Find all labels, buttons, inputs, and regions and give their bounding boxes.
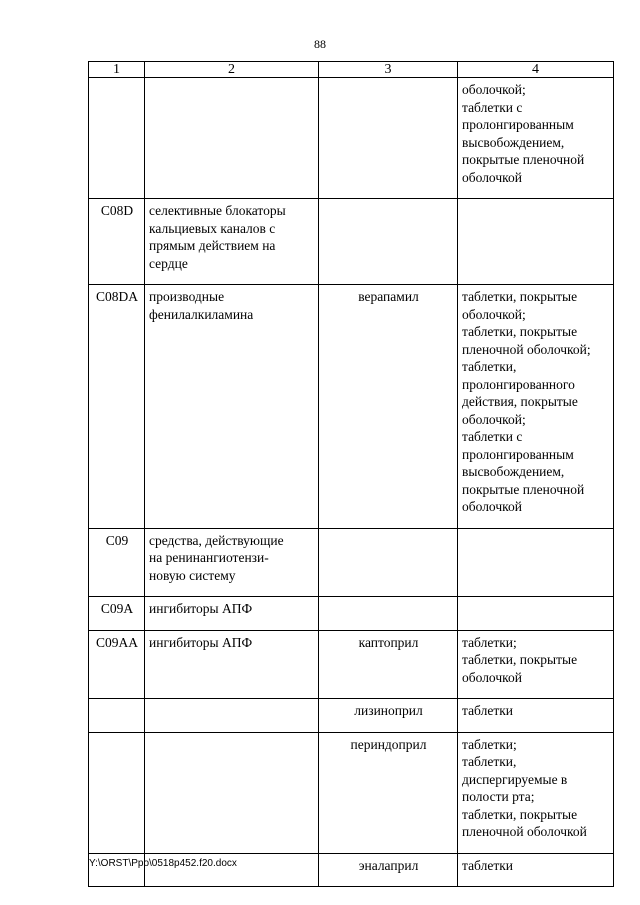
group-name-line: новую систему [149, 567, 236, 583]
group-name-line: ингибиторы АПФ [149, 601, 253, 616]
table-row [89, 597, 614, 631]
table-row [89, 78, 614, 199]
dosage-forms-cell [458, 285, 614, 529]
column-header-2: 2 [145, 62, 319, 78]
drug-name-cell [319, 78, 458, 199]
dosage-forms-cell [458, 78, 614, 199]
atc-code-cell [89, 528, 145, 597]
dosage-form-line: таблетки, покрытые [462, 806, 578, 822]
group-name-line: производные [149, 289, 225, 304]
drug-name-cell [319, 528, 458, 597]
table-row [89, 528, 614, 597]
column-header-4: 4 [458, 62, 614, 78]
drug-name: верапамил [358, 289, 419, 304]
dosage-form-line: таблетки [462, 857, 514, 873]
dosage-forms-cell [458, 528, 614, 597]
dosage-form-line: оболочкой; [462, 82, 526, 97]
dosage-forms-cell [458, 732, 614, 853]
atc-code-cell [89, 597, 145, 631]
dosage-form-line: пролонгированного [462, 376, 575, 392]
dosage-form-line: пролонгированным [462, 117, 574, 132]
dosage-form-line: диспергируемые в [462, 771, 568, 787]
drug-name: лизиноприл [354, 703, 423, 718]
document-file-path: Y:\ORST\Ppo\0518p452.f20.docx [89, 858, 237, 869]
column-header-1: 1 [89, 62, 145, 78]
group-name-line: фенилалкиламина [149, 306, 254, 322]
dosage-form-line: таблетки, [462, 754, 517, 769]
dosage-form-line: оболочкой; [462, 411, 526, 427]
dosage-form-line: таблетки с [462, 429, 523, 444]
drug-name-cell [319, 699, 458, 733]
drug-table [88, 61, 614, 887]
drug-name-cell [319, 630, 458, 699]
group-name-cell [145, 597, 319, 631]
dosage-form-line: высвобождением, [462, 464, 565, 479]
column-header-3: 3 [319, 62, 458, 78]
dosage-forms-cell [458, 630, 614, 699]
dosage-form-line: высвобождением, [462, 134, 565, 150]
group-name-line: сердце [149, 255, 188, 271]
dosage-form-line: пленочной оболочкой; [462, 341, 591, 357]
dosage-form-line: покрытые пленочной [462, 152, 585, 167]
group-name-cell [145, 285, 319, 529]
dosage-form-line: таблетки, покрытые [462, 324, 578, 339]
dosage-form-line: таблетки с [462, 99, 523, 115]
group-name-line: селективные блокаторы [149, 203, 286, 218]
group-name-cell [145, 528, 319, 597]
table-header-row [89, 62, 614, 78]
dosage-forms-cell [458, 853, 614, 887]
dosage-form-line: таблетки; [462, 634, 517, 650]
atc-code: C09AA [95, 634, 138, 650]
dosage-form-line: оболочкой; [462, 306, 526, 322]
drug-name: эналаприл [358, 857, 419, 873]
table-row [89, 199, 614, 285]
drug-name-cell [319, 853, 458, 887]
drug-name-cell [319, 597, 458, 631]
dosage-forms-cell [458, 199, 614, 285]
group-name-cell [145, 78, 319, 199]
dosage-form-line: действия, покрытые [462, 394, 578, 409]
dosage-form-line: покрытые пленочной [462, 481, 585, 497]
drug-name: каптоприл [358, 634, 419, 650]
drug-name-cell [319, 732, 458, 853]
dosage-form-line: пленочной оболочкой [462, 824, 587, 839]
table-row [89, 699, 614, 733]
atc-code: C08D [100, 203, 134, 218]
table-row [89, 732, 614, 853]
drug-name-cell [319, 285, 458, 529]
group-name-cell [145, 732, 319, 853]
atc-code-cell [89, 732, 145, 853]
atc-code: C08DA [95, 289, 138, 304]
atc-code: C09A [100, 601, 134, 616]
atc-code: C09 [105, 532, 129, 548]
dosage-form-line: оболочкой [462, 169, 522, 185]
dosage-form-line: таблетки; [462, 736, 517, 752]
dosage-form-line: таблетки, покрытые [462, 652, 578, 667]
dosage-forms-cell [458, 699, 614, 733]
group-name-line: ингибиторы АПФ [149, 634, 253, 650]
group-name-line: средства, действующие [149, 532, 284, 548]
page-number: 88 [314, 37, 326, 51]
dosage-form-line: таблетки, покрытые [462, 289, 578, 304]
dosage-form-line: оболочкой [462, 669, 522, 685]
drug-name-cell [319, 199, 458, 285]
group-name-cell [145, 630, 319, 699]
drug-name: периндоприл [350, 736, 427, 752]
atc-code-cell [89, 285, 145, 529]
group-name-line: кальциевых каналов с [149, 220, 276, 236]
atc-code-cell [89, 199, 145, 285]
dosage-form-line: пролонгированным [462, 446, 574, 462]
dosage-forms-cell [458, 597, 614, 631]
group-name-cell [145, 699, 319, 733]
dosage-form-line: оболочкой [462, 499, 522, 514]
table-row [89, 285, 614, 529]
atc-code-cell [89, 699, 145, 733]
group-name-line: на ренинангиотензи- [149, 550, 269, 565]
dosage-form-line: таблетки, [462, 359, 517, 374]
atc-code-cell [89, 78, 145, 199]
dosage-form-line: полости рта; [462, 789, 535, 804]
group-name-line: прямым действием на [149, 238, 276, 253]
group-name-cell [145, 199, 319, 285]
atc-code-cell [89, 630, 145, 699]
dosage-form-line: таблетки [462, 703, 514, 718]
table-row [89, 630, 614, 699]
